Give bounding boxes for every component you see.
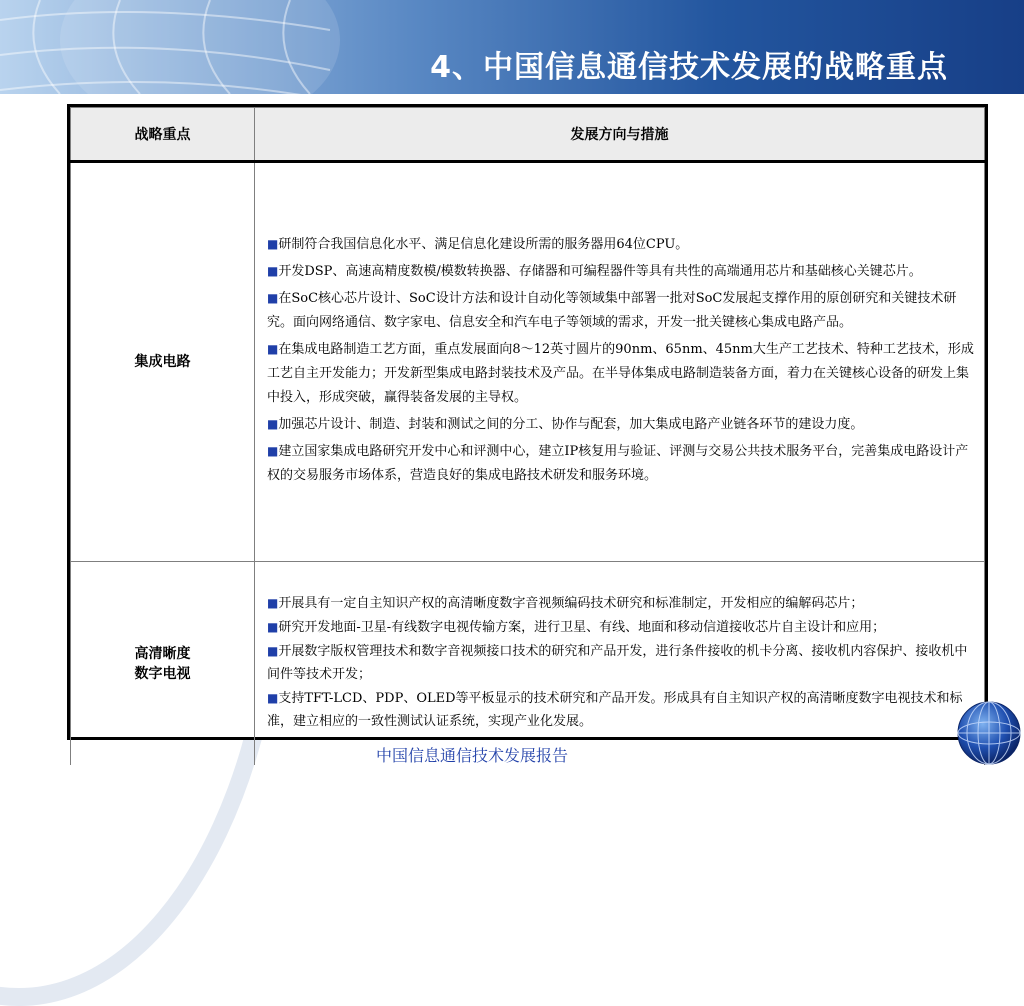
footer-text: 中国信息通信技术发展报告 (376, 746, 569, 765)
measure-item: ■开发DSP、高速高精度数模/模数转换器、存储器和可编程器件等具有共性的高端通用芯片和基础核心关键芯片。 (267, 264, 922, 279)
measure-item: ■开展数字版权管理技术和数字音视频接口技术的研究和产品开发，进行条件接收的机卡分离、接收机内容保护、接收机中间件等技术开发； (267, 643, 968, 682)
slide-title: 4、中国信息通信技术发展的战略重点 (430, 50, 948, 85)
title-banner (0, 0, 1024, 94)
measure-item: ■加强芯片设计、制造、封装和测试之间的分工、协作与配套，加大集成电路产业链各环节的建设力度。 (267, 417, 864, 432)
bullet-square-icon: ■ (267, 417, 279, 431)
strategy-table (67, 104, 988, 740)
globe-logo-icon (956, 700, 1022, 766)
bullet-square-icon: ■ (267, 291, 279, 305)
measure-item: ■建立国家集成电路研究开发中心和评测中心，建立IP核复用与验证、评测与交易公共技术服务平台，完善集成电路设计产权的交易服务市场体系，营造良好的集成电路技术研发和服务环境。 (267, 444, 969, 483)
row-category: 集成电路 (71, 162, 255, 562)
bullet-square-icon: ■ (267, 690, 279, 705)
measure-item: ■在集成电路制造工艺方面，重点发展面向8～12英寸圆片的90nm、65nm、45nm大生产工艺技术、特种工艺技术，形成工艺自主开发能力；开发新型集成电路封装技术及产品。在半导体集成电路制造装备方面，着力在关键核心设备的研发上集中投入，形成突破，赢得装备发展的主导权。 (267, 342, 974, 405)
row-category: 高清晰度 数字电视 (71, 562, 255, 766)
bullet-square-icon: ■ (267, 342, 279, 356)
bullet-square-icon: ■ (267, 444, 279, 458)
bullet-square-icon: ■ (267, 619, 279, 634)
table-row (71, 562, 985, 766)
bullet-square-icon: ■ (267, 643, 279, 658)
table-row (71, 162, 985, 562)
measure-item: ■研究开发地面-卫星-有线数字电视传输方案，进行卫星、有线、地面和移动信道接收芯片自主设计和应用； (267, 619, 886, 635)
header-strategy: 战略重点 (71, 108, 255, 162)
bullet-square-icon: ■ (267, 237, 279, 251)
bullet-square-icon: ■ (267, 264, 279, 278)
measure-item: ■在SoC核心芯片设计、SoC设计方法和设计自动化等领域集中部署一批对SoC发展起支撑作用的原创研究和关键技术研究。面向网络通信、数字家电、信息安全和汽车电子等领域的需求，开发一批关键核心集成电路产品。 (267, 291, 957, 330)
table-header-row (71, 108, 985, 162)
measure-item: ■支持TFT-LCD、PDP、OLED等平板显示的技术研究和产品开发。形成具有自主知识产权的高清晰度数字电视技术和标准，建立相应的一致性测试认证系统，实现产业化发展。 (267, 690, 963, 729)
row-measures (255, 162, 985, 562)
measure-item: ■开展具有一定自主知识产权的高清晰度数字音视频编码技术研究和标准制定，开发相应的编解码芯片； (267, 595, 864, 611)
bullet-square-icon: ■ (267, 595, 279, 610)
header-measures: 发展方向与措施 (255, 108, 985, 162)
row-measures (255, 562, 985, 766)
measure-item: ■研制符合我国信息化水平、满足信息化建设所需的服务器用64位CPU。 (267, 237, 689, 252)
